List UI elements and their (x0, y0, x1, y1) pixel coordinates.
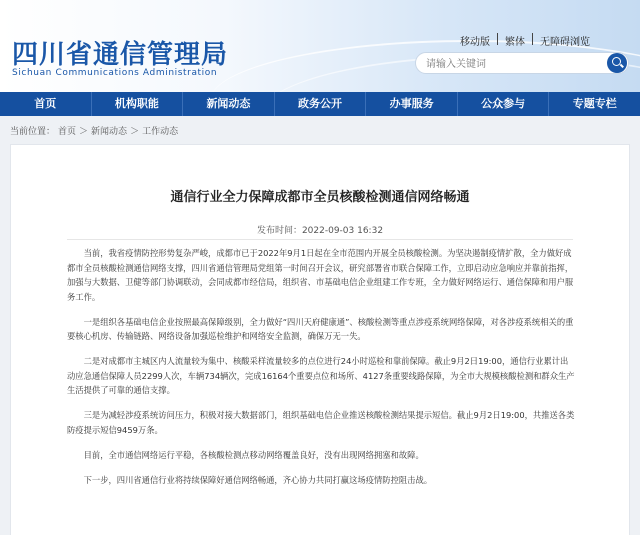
article-paragraph: 一是组织各基础电信企业按照最高保障级别，全力做好“四川天府健康通”、核酸检测等重点涉疫系统网络保障，对各涉疫系统相关的重要核心机房、传输链路、网络设备加强巡检维护和网络安全监测，确保万无一失。 (67, 316, 574, 341)
top-links (453, 33, 597, 48)
article-paragraph: 当前，我省疫情防控形势复杂严峻，成都市已于2022年9月1日起在全市范围内开展全员核酸检测。为坚决遏制疫情扩散，全力做好成都市全员核酸检测通信网络支撑，四川省通信管理局党组第一时间召开会议，研究部署省市联合保障工作，立即启动应急响应并靠前指挥，加强与大数据、卫健等部门协调联动，会同成都市经信局，组织省、市基础电信企业组建工作专班，全力做好网络运行、通信保障和用户服务工作。 (67, 248, 574, 302)
article-card (10, 144, 630, 535)
nav-home[interactable]: 首页 (0, 92, 92, 116)
nav-special-topics[interactable]: 专题专栏 (572, 97, 617, 110)
nav-services[interactable]: 办事服务 (366, 92, 458, 116)
nav-organization[interactable]: 机构职能 (92, 92, 184, 116)
accessibility-link[interactable]: 无障碍浏览 (540, 37, 590, 48)
breadcrumb-label: 当前位置： (10, 127, 56, 137)
article-paragraph: 下一步，四川省通信行业将持续保障好通信网络畅通，齐心协力共同打赢这场疫情防控阻击战。 (83, 474, 433, 485)
traditional-chinese-link[interactable]: 繁体 (498, 33, 533, 45)
nav-news[interactable]: 新闻动态 (183, 92, 275, 116)
article-title: 通信行业全力保障成都市全员核酸检测通信网络畅通 (170, 190, 470, 205)
breadcrumb-separator: ＞ (130, 127, 140, 137)
breadcrumb (10, 124, 181, 137)
article-paragraph: 目前，全市通信网络运行平稳，各核酸检测点移动网络覆盖良好，没有出现网络拥塞和故障。 (83, 449, 424, 460)
site-header (0, 0, 640, 92)
nav-government-affairs[interactable]: 政务公开 (275, 92, 367, 116)
search-icon[interactable] (607, 53, 627, 73)
search-box (415, 52, 629, 74)
article-paragraph: 三是为减轻涉疫系统访问压力，积极对接大数据部门，组织基础电信企业推送核酸检测结果提示短信。截止9月2日19:00，共推送各类防疫提示短信9459万条。 (67, 410, 575, 435)
publish-time: 发布时间：2022-09-03 16:32 (256, 226, 384, 236)
search-input[interactable] (424, 56, 608, 72)
article-paragraph: 二是对成都市主城区内人流量较为集中、核酸采样流量较多的点位进行24小时巡检和靠前保障。截止9月2日19:00，通信行业累计出动应急通信保障人员2299人次，车辆734辆次，完成16164个重要点位和场所、4127条重要线路保障，为全市大规模核酸检测和群众生产生活提供了可靠的通信支撑。 (67, 356, 575, 395)
mobile-version-link[interactable]: 移动版 (453, 33, 498, 45)
breadcrumb-news[interactable]: 新闻动态 (91, 127, 128, 137)
breadcrumb-separator: ＞ (79, 127, 89, 137)
site-subtitle: Sichuan Communications Administration (12, 68, 218, 78)
nav-public-participation[interactable]: 公众参与 (458, 92, 550, 116)
divider (67, 239, 573, 240)
article-body (67, 246, 575, 498)
breadcrumb-home[interactable]: 首页 (58, 127, 77, 137)
breadcrumb-work-news[interactable]: 工作动态 (142, 127, 179, 137)
site-title[interactable]: 四川省通信管理局 (12, 40, 229, 70)
main-nav (0, 92, 640, 116)
